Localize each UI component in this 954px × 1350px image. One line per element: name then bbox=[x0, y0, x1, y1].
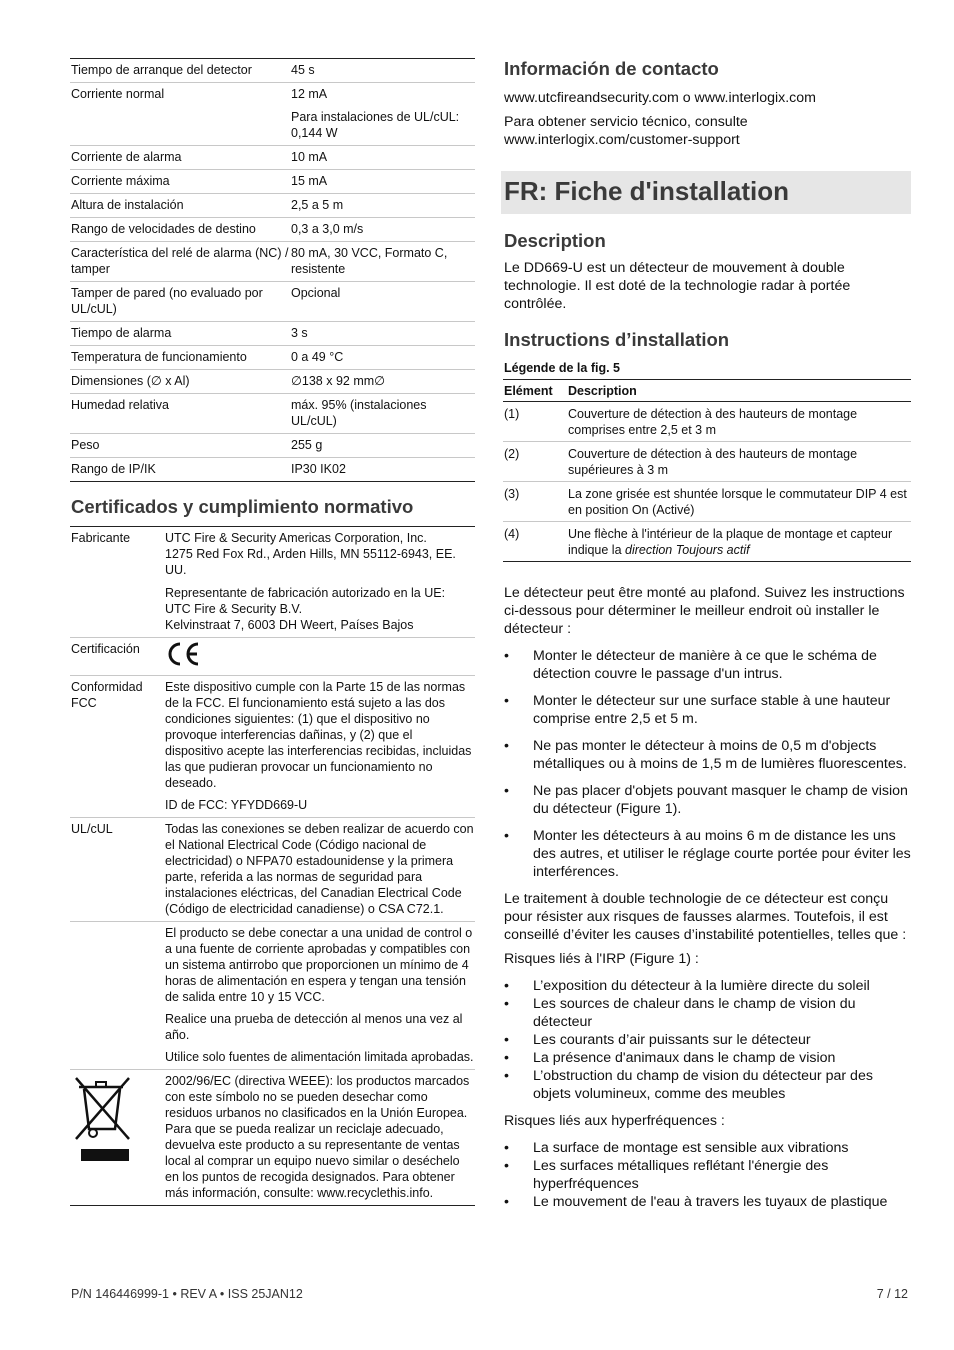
list-item bbox=[504, 1193, 911, 1211]
weee-statement: 2002/96/EC (directiva WEEE): los productos marcados con este símbolo no se pueden desechar como residuos urbanos no clasificados en la Unión Europea. Para que se pueda realizar un reciclaje adecuado, devuelva este producto a su representante de ventas local al comprar un equipo nuevo similar o deséchelo en los puntos de recogida designados. Para obtener más información, consulte: www.recyclethis.info. bbox=[165, 1074, 470, 1200]
cert-row-weee bbox=[70, 1070, 475, 1206]
cert-label: Conformidad FCC bbox=[70, 676, 164, 818]
legend-element: (1) bbox=[503, 402, 567, 442]
list-item bbox=[504, 782, 911, 818]
list-item-text: La présence d'animaux dans le champ de vision bbox=[533, 1050, 836, 1066]
irp-heading: Risques liés à l'IRP (Figure 1) : bbox=[504, 951, 699, 967]
list-item-text: Monter le détecteur sur une surface stable à une hauteur comprise entre 2,5 et 5 m. bbox=[533, 693, 891, 727]
legend-col-description: Description bbox=[567, 380, 911, 402]
bullet-icon: • bbox=[504, 783, 509, 799]
legend-description bbox=[567, 402, 911, 442]
spec-label: Humedad relativa bbox=[70, 394, 290, 434]
spec-value: 0,3 a 3,0 m/s bbox=[290, 218, 475, 242]
spec-value: 15 mA bbox=[290, 170, 475, 194]
spec-value: 2,5 a 5 m bbox=[290, 194, 475, 218]
certificates-table bbox=[70, 526, 475, 1206]
spec-value: 45 s bbox=[290, 59, 475, 83]
legend-description bbox=[567, 522, 911, 562]
legend-element: (4) bbox=[503, 522, 567, 562]
list-item-text: Ne pas monter le détecteur à moins de 0,5 m d'objects métalliques ou à moins de 1,5 m de lumières fluorescentes. bbox=[533, 738, 907, 772]
cert-row-fcc bbox=[70, 676, 475, 818]
spec-label: Tamper de pared (no evaluado por UL/cUL) bbox=[70, 282, 290, 322]
list-item-text: Monter les détecteurs à au moins 6 m de distance les uns des autres, et utiliser le réglage courte portée pour éviter les interférences. bbox=[533, 828, 911, 880]
left-column bbox=[70, 58, 475, 1206]
bullet-icon: • bbox=[504, 738, 509, 754]
list-item bbox=[504, 977, 911, 995]
weee-bin-icon bbox=[71, 1073, 135, 1165]
spec-row bbox=[70, 83, 475, 107]
spec-value: Para instalaciones de UL/cUL: 0,144 W bbox=[290, 106, 475, 146]
cert-value bbox=[164, 582, 475, 638]
irp-list bbox=[503, 977, 911, 1103]
spec-row bbox=[70, 242, 475, 282]
legend-element: (2) bbox=[503, 442, 567, 482]
rf-heading: Risques liés aux hyperfréquences : bbox=[504, 1113, 725, 1129]
processing-text: Le traitement à double technologie de ce détecteur est conçu pour résister aux risques de fausses alarmes. Toutefois, il est conseillé d’éviter les causes d’instabilité potentielles, telles que : bbox=[504, 891, 907, 943]
legend-row bbox=[503, 442, 911, 482]
list-item-text: La surface de montage est sensible aux vibrations bbox=[533, 1140, 849, 1156]
cert-value bbox=[164, 818, 475, 922]
spec-row bbox=[70, 218, 475, 242]
list-item bbox=[504, 692, 911, 728]
spec-value: ∅138 x 92 mm∅ bbox=[290, 370, 475, 394]
legend-description-text: Couverture de détection à des hauteurs de montage comprises entre 2,5 et 3 m bbox=[568, 407, 858, 437]
cert-value bbox=[164, 527, 475, 583]
legend-description bbox=[567, 442, 911, 482]
cert-value bbox=[164, 922, 475, 1070]
spec-label: Tiempo de arranque del detector bbox=[70, 59, 290, 83]
eu-representative: Representante de fabricación autorizado en la UE: UTC Fire & Security B.V. Kelvinstraat 7, 6003 DH Weert, Países Bajos bbox=[165, 586, 446, 632]
spec-row bbox=[70, 434, 475, 458]
bullet-icon: • bbox=[504, 693, 509, 709]
ul-power-statement: El producto se debe conectar a una unidad de control o a una fuente de corriente aprobadas y compatibles con un sistema antirrobo que proporcionen un mínimo de 4 horas de alimentación en espera y tengan una tensión de salida entre 10 y 15 VCC. bbox=[165, 926, 473, 1004]
legend-col-element: Elément bbox=[503, 380, 567, 402]
spec-label: Temperatura de funcionamiento bbox=[70, 346, 290, 370]
legend-table bbox=[503, 379, 911, 562]
ce-mark-icon bbox=[165, 641, 201, 667]
legend-description-text: Une flèche à l'intérieur de la plaque de montage et capteur indique la bbox=[568, 527, 893, 557]
mount-list bbox=[503, 647, 911, 881]
spec-label: Corriente normal bbox=[71, 87, 165, 101]
list-item-text: Ne pas placer d'objets pouvant masquer le champ de vision du détecteur (Figure 1). bbox=[533, 783, 908, 817]
list-item-text: L’exposition du détecteur à la lumière directe du soleil bbox=[533, 978, 870, 994]
spec-value: 255 g bbox=[290, 434, 475, 458]
list-item bbox=[504, 737, 911, 773]
bullet-icon: • bbox=[504, 1032, 509, 1048]
certificates-heading: Certificados y cumplimiento normativo bbox=[71, 496, 414, 517]
spec-row bbox=[70, 394, 475, 434]
list-item bbox=[504, 1067, 911, 1103]
fcc-id: ID de FCC: YFYDD669-U bbox=[165, 798, 308, 812]
spec-value: IP30 IK02 bbox=[290, 458, 475, 482]
spec-row bbox=[70, 194, 475, 218]
legend-row bbox=[503, 522, 911, 562]
cert-row-fabricante bbox=[70, 527, 475, 583]
list-item bbox=[504, 1139, 911, 1157]
spec-label: Rango de IP/IK bbox=[70, 458, 290, 482]
legend-description-emphasis: direction Toujours actif bbox=[625, 543, 750, 557]
list-item-text: L’obstruction du champ de vision du détecteur par des objets volumineux, comme des meubles bbox=[533, 1068, 873, 1102]
spec-value: Opcional bbox=[290, 282, 475, 322]
spec-value: 80 mA, 30 VCC, Formato C, resistente bbox=[290, 242, 475, 282]
cert-row-ul-power bbox=[70, 922, 475, 1070]
spec-label: Altura de instalación bbox=[70, 194, 290, 218]
spec-row bbox=[70, 370, 475, 394]
specifications-table bbox=[70, 58, 475, 482]
description-text: Le DD669-U est un détecteur de mouvement à double technologie. Il est doté de la technologie radar à portée contrôlée. bbox=[504, 260, 851, 312]
spec-label: Peso bbox=[70, 434, 290, 458]
spec-label: Característica del relé de alarma (NC) / tamper bbox=[70, 242, 290, 282]
ul-statement: Todas las conexiones se deben realizar de acuerdo con el National Electrical Code (Código nacional de electricidad) o NFPA70 estadounidense y la primera parte, referida a las normas de seguridad para instalaciones eléctricas, del Canadian Electrical Code (Código de electricidad canadiense) o CSA C72.1. bbox=[165, 822, 474, 916]
spec-row bbox=[70, 322, 475, 346]
bullet-icon: • bbox=[504, 1068, 509, 1084]
cert-row-certificacion bbox=[70, 638, 475, 676]
spec-label: Corriente máxima bbox=[70, 170, 290, 194]
spec-label: Dimensiones (∅ x Al) bbox=[70, 370, 290, 394]
cert-label: Fabricante bbox=[70, 527, 164, 583]
manufacturer-address: UTC Fire & Security Americas Corporation, Inc. 1275 Red Fox Rd., Arden Hills, MN 55112-6943, EE. UU. bbox=[165, 531, 456, 577]
list-item bbox=[504, 995, 911, 1031]
legend-element: (3) bbox=[503, 482, 567, 522]
cert-label: Certificación bbox=[70, 638, 164, 676]
spec-value: 10 mA bbox=[290, 146, 475, 170]
install-heading: Instructions d’installation bbox=[504, 329, 730, 350]
ul-power-limit-statement: Utilice solo fuentes de alimentación limitada aprobadas. bbox=[165, 1050, 474, 1064]
legend-row bbox=[503, 482, 911, 522]
bullet-icon: • bbox=[504, 1050, 509, 1066]
legend-row bbox=[503, 402, 911, 442]
ul-test-statement: Realice una prueba de detección al menos una vez al año. bbox=[165, 1012, 463, 1042]
contact-heading: Información de contacto bbox=[504, 58, 719, 79]
cert-value bbox=[164, 638, 475, 676]
cert-row-ul bbox=[70, 818, 475, 922]
spec-value: 3 s bbox=[290, 322, 475, 346]
spec-row bbox=[70, 146, 475, 170]
cert-value bbox=[164, 676, 475, 818]
list-item bbox=[504, 1049, 911, 1067]
spec-label bbox=[70, 106, 290, 146]
spec-row bbox=[70, 170, 475, 194]
list-item bbox=[504, 827, 911, 881]
rf-list bbox=[503, 1139, 911, 1211]
bullet-icon: • bbox=[504, 1140, 509, 1156]
legend-description-text: Couverture de détection à des hauteurs de montage supérieures à 3 m bbox=[568, 447, 858, 477]
list-item-text: Le mouvement de l'eau à travers les tuyaux de plastique bbox=[533, 1194, 888, 1210]
bullet-icon: • bbox=[504, 648, 509, 664]
spec-value: 12 mA bbox=[291, 87, 328, 101]
list-item-text: Les sources de chaleur dans le champ de vision du détecteur bbox=[533, 996, 856, 1030]
spec-label: Corriente de alarma bbox=[70, 146, 290, 170]
legend-description-text: La zone grisée est shuntée lorsque le commutateur DIP 4 est en position On (Activé) bbox=[568, 487, 907, 517]
contact-websites: www.utcfireandsecurity.com o www.interlogix.com bbox=[504, 90, 816, 106]
mount-intro: Le détecteur peut être monté au plafond. Suivez les instructions ci-dessous pour déterminer le meilleur endroit où installer le détecteur : bbox=[504, 585, 905, 637]
list-item-text: Les surfaces métalliques reflétant l'énergie des hyperfréquences bbox=[533, 1158, 829, 1192]
bullet-icon: • bbox=[504, 1158, 509, 1174]
spec-row bbox=[70, 59, 475, 83]
description-heading: Description bbox=[504, 230, 606, 251]
spec-row bbox=[70, 346, 475, 370]
cert-row-eu-representative bbox=[70, 582, 475, 638]
spec-row bbox=[70, 282, 475, 322]
section-title-fr: FR: Fiche d'installation bbox=[501, 171, 911, 214]
spec-row bbox=[70, 106, 475, 146]
list-item-text: Monter le détecteur de manière à ce que le schéma de détection couvre le passage d'un intrus. bbox=[533, 648, 877, 682]
footer-part-number: P/N 146446999-1 • REV A • ISS 25JAN12 bbox=[71, 1287, 303, 1301]
spec-label: Tiempo de alarma bbox=[70, 322, 290, 346]
list-item bbox=[504, 647, 911, 683]
spec-label: Rango de velocidades de destino bbox=[70, 218, 290, 242]
bullet-icon: • bbox=[504, 996, 509, 1012]
cert-label: UL/cUL bbox=[70, 818, 164, 922]
list-item bbox=[504, 1031, 911, 1049]
fcc-statement: Este dispositivo cumple con la Parte 15 de las normas de la FCC. El funcionamiento está sujeto a las dos condiciones siguientes: (1) que el dispositivo no provoque interferencias dañinas, y (2) que el dispositivo acepte las interferencias recibidas, incluidas las que pudieran provocar un funcionamiento no deseado. bbox=[165, 680, 472, 790]
list-item-text: Les courants d’air puissants sur le détecteur bbox=[533, 1032, 811, 1048]
list-item bbox=[504, 1157, 911, 1193]
bullet-icon: • bbox=[504, 1194, 509, 1210]
cert-value bbox=[164, 1070, 475, 1206]
footer-page-number: 7 / 12 bbox=[876, 1287, 908, 1301]
bullet-icon: • bbox=[504, 978, 509, 994]
contact-support: Para obtener servicio técnico, consulte www.interlogix.com/customer-support bbox=[504, 114, 748, 148]
spec-row bbox=[70, 458, 475, 482]
spec-value: 0 a 49 °C bbox=[290, 346, 475, 370]
spec-value: máx. 95% (instalaciones UL/cUL) bbox=[290, 394, 475, 434]
bullet-icon: • bbox=[504, 828, 509, 844]
right-column bbox=[503, 56, 911, 1219]
legend-description bbox=[567, 482, 911, 522]
legend-heading: Légende de la fig. 5 bbox=[504, 361, 620, 375]
